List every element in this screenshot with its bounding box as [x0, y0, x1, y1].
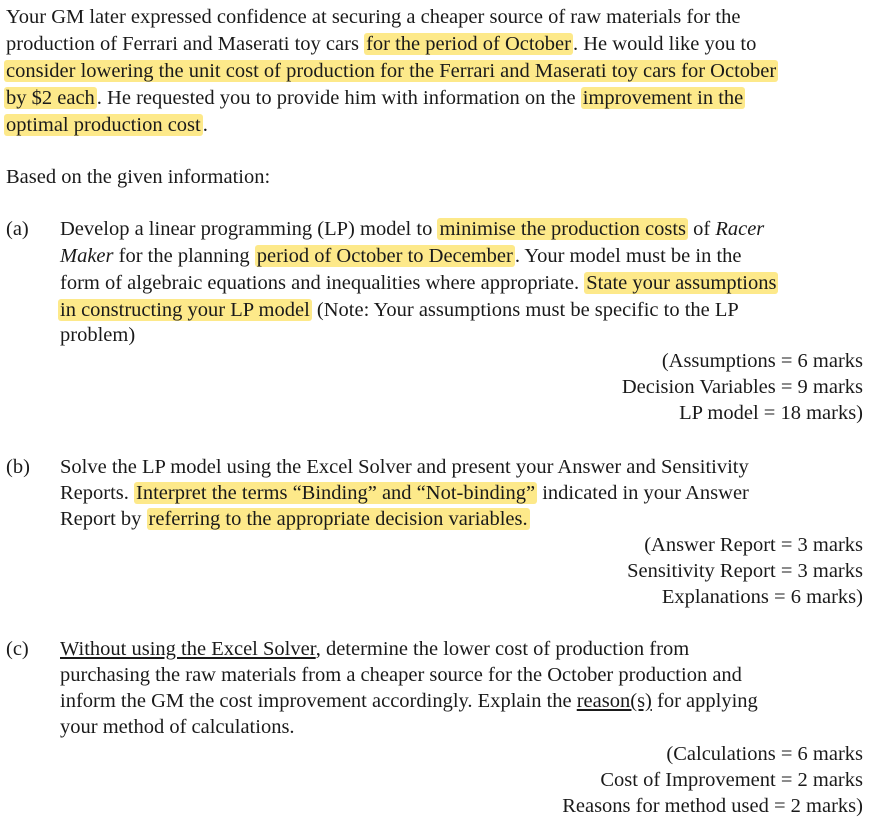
part-a-line-1 [60, 216, 764, 242]
highlight: Interpret the terms “Binding” and “Not-binding” [136, 482, 536, 504]
text: , determine the lower cost of production from [315, 638, 690, 660]
based-heading: Based on the given information: [6, 166, 271, 188]
highlight: minimise the production costs [439, 218, 686, 240]
intro-text: production of Ferrari and Maserati toy cars [6, 33, 365, 55]
part-b-line-3 [60, 506, 530, 532]
marks-line: LP model = 18 marks) [679, 402, 863, 424]
part-label: (a) [6, 218, 29, 240]
highlight: for the period of October [366, 33, 571, 55]
part-c-line-2: purchasing the raw materials from a cheaper source for the October production and [60, 664, 742, 686]
highlight: referring to the appropriate decision variables. [148, 508, 528, 530]
intro-text: . He would like you to [572, 33, 757, 55]
part-label: (c) [6, 638, 29, 660]
intro-line-3 [4, 58, 778, 84]
text: Reports. [60, 482, 135, 504]
text: Report by [60, 508, 147, 530]
text: for applying [651, 690, 758, 712]
part-a-line-2 [60, 243, 742, 269]
highlight: optimal production cost [6, 114, 201, 136]
highlight: State your assumptions [586, 272, 777, 294]
text: form of algebraic equations and inequalities where appropriate. [60, 272, 585, 294]
highlight: in constructing your LP model [60, 299, 310, 321]
intro-text: Your GM later expressed confidence at securing a cheaper source of raw materials for the [6, 6, 741, 28]
marks-line: Decision Variables = 9 marks [621, 376, 863, 398]
marks-line: (Answer Report = 3 marks [644, 534, 863, 556]
part-a-line-5: problem) [60, 324, 136, 346]
text: (Note: Your assumptions must be specific to the LP [311, 299, 739, 321]
highlight: improvement in the [582, 87, 744, 109]
highlight: by $2 each [6, 87, 95, 109]
part-a-line-4 [58, 297, 739, 323]
text: . Your model must be in the [514, 245, 742, 267]
marks-line: Cost of Improvement = 2 marks [600, 769, 863, 791]
company-name: Racer [715, 218, 765, 240]
marks-line: Reasons for method used = 2 marks) [562, 795, 863, 817]
text: inform the GM the cost improvement accordingly. Explain the [60, 690, 577, 712]
intro-line-4 [4, 85, 745, 111]
company-name: Maker [60, 245, 114, 267]
intro-text: . [202, 114, 208, 136]
highlight: consider lowering the unit cost of production for the Ferrari and Maserati toy cars for October [6, 60, 777, 82]
marks-line: Explanations = 6 marks) [661, 586, 863, 608]
text: for the planning [113, 245, 255, 267]
intro-line-2 [6, 31, 756, 57]
text: of [688, 218, 716, 240]
part-c-line-4: your method of calculations. [60, 716, 295, 738]
part-label: (b) [6, 456, 30, 478]
part-c-line-1 [60, 636, 689, 662]
marks-line: (Assumptions = 6 marks [661, 350, 863, 372]
underlined-text: reason(s) [576, 690, 652, 712]
part-c-line-3 [60, 688, 758, 714]
intro-line-1 [6, 4, 740, 30]
text: Develop a linear programming (LP) model to [60, 218, 438, 240]
marks-line: Sensitivity Report = 3 marks [627, 560, 863, 582]
highlight: period of October to December [256, 245, 513, 267]
part-a-line-3 [60, 270, 778, 296]
text: indicated in your Answer [537, 482, 749, 504]
part-b-line-2 [60, 480, 749, 506]
underlined-text: Without using the Excel Solver [60, 638, 316, 660]
intro-line-5 [4, 112, 208, 138]
intro-text: . He requested you to provide him with information on the [96, 87, 581, 109]
part-b-line-1: Solve the LP model using the Excel Solver and present your Answer and Sensitivity [60, 456, 749, 478]
marks-line: (Calculations = 6 marks [666, 743, 863, 765]
